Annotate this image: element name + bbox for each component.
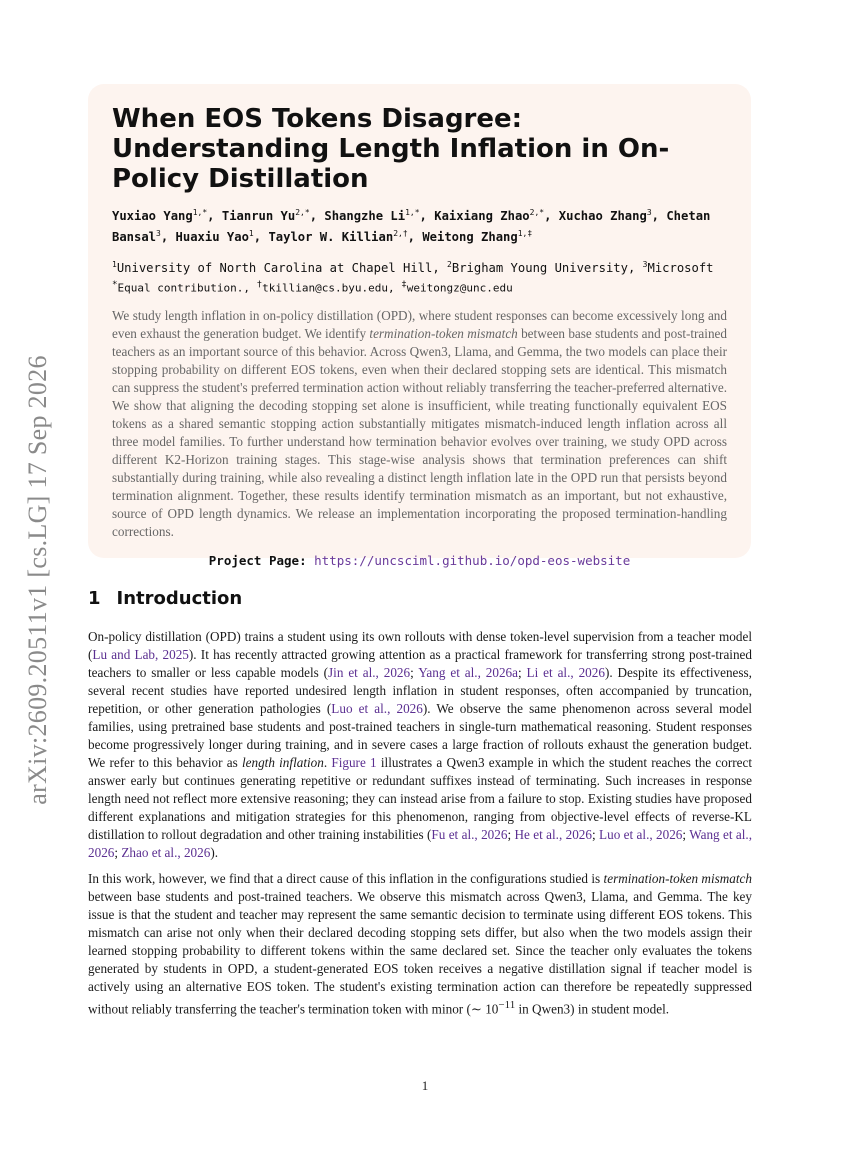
corresponding-email[interactable]: tkillian@cs.byu.edu <box>262 281 388 295</box>
author: Chetan Bansal$^3$ <box>112 209 711 244</box>
citation-link[interactable]: Luo et al., 2026 <box>331 701 423 716</box>
arxiv-identifier <box>18 320 58 840</box>
paragraph: On-policy distillation (OPD) trains a student using its own rollouts with dense token-level supervision from a teacher model (Lu and Lab, 2025). It has recently attracted growing attention as a practical framework for transferring strong post-trained teachers to smaller or less capable models (Jin et al., 2026; Yang et al., 2026a; Li et al., 2026). Despite its effectiveness, several recent studies have reported undesired length inflation in student responses, often accompanied by truncation, repetition, or other generation pathologies (Luo et al., 2026). We observe the same phenomenon across several model families, using pretrained base students and post-trained teachers in single-turn mathematical reasoning. Student responses become progressively longer during training, and in severe cases a large fraction of rollouts exhaust the generation budget. We refer to this behavior as length inflation. Figure 1 illustrates a Qwen3 example in which the student reaches the correct answer early but continues generating repetitive or redundant suffixes instead of terminating. Such increases in response length need not reflect more extensive reasoning; they can instead arise from a failure to stop. Existing studies have proposed different explanations and mitigation strategies for this phenomenon, ranging from objective-level effects of reverse-KL distillation to rollout degradation and other training instabilities (Fu et al., 2026; He et al., 2026; Luo et al., 2026; Wang et al., 2026; Zhao et al., 2026). <box>88 629 753 860</box>
author: Huaxiu Yao$^1$ <box>175 229 254 244</box>
citation-link[interactable]: Jin et al., 2026 <box>328 665 411 680</box>
project-page <box>112 553 727 568</box>
paper-title: When EOS Tokens Disagree: Understanding Length Inflation in On-Policy Distillation <box>112 104 670 194</box>
section-title: Introduction <box>116 588 243 609</box>
paragraph: In this work, however, we find that a direct cause of this inflation in the configurations studied is termination-token mismatch between base students and post-trained teachers. We observe this mismatch across Qwen3, Llama, and Gemma. The key issue is that the student and teacher may represent the same semantic decision to terminate using different EOS tokens. This mismatch can arise not only when their declared decoding stopping sets differ, but also when the two models assign their learned stopping probability to different tokens within the same declared set. Since the teacher only evaluates the tokens generated by students in OPD, a student-generated EOS token receives a negative distillation signal if teacher model is actively using an alternative EOS token. The student's existing termination action can therefore be repeatedly suppressed without reliably transferring the teacher's termination token with minor (∼ $10^{-11}$ in Qwen3) in student model. <box>88 871 752 1017</box>
author: Shangzhe $Li^{1,*}$ <box>324 208 420 223</box>
arxiv-identifier-text: arXiv:2609.20511v1 [cs.LG] 17 Sep 2026 <box>23 355 52 805</box>
citation-link[interactable]: He et al., 2026 <box>514 827 592 842</box>
author-list: Yuxiao Yang$^{1,*}$, Tianrun $Yu^{2,*}$, Shangzhe $Li^{1,*}$, Kaixiang Zhao$^{2,*}$, Xuchao Zhang$^3$, Chetan Bansal$^3$, Huaxiu Yao$^1$, Taylor W. Killian$^{2,\dagger}$, Weitong Zhang$^{1,\ddagger}$ <box>112 208 711 244</box>
abstract: We study length inflation in on-policy distillation (OPD), where student responses can become excessively long and even exhaust the generation budget. We identify termination-token mismatch between base students and post-trained teachers as an important source of this behavior. Across Qwen3, Llama, and Gemma, the two models can place their stopping probability on different EOS tokens, even when their declared stopping sets are identical. This mismatch can suppress the student's preferred termination action without reliably transferring the teacher-preferred alternative. We show that aligning the decoding stopping set alone is insufficient, while treating functionally equivalent EOS tokens as a shared semantic stopping action substantially mitigates mismatch-induced length inflation across all three model families. To further understand how termination behavior evolves over training, we study OPD across different K2-Horizon training stages. This stage-wise analysis shows that termination preferences can shift substantially during training, while also revealing a distinct length inflation late in the OPD run that persists beyond termination alignment. Together, these results identify termination mismatch as an important, but not exhaustive, source of OPD length dynamics. We release an implementation incorporating the proposed termination-handling corrections. <box>112 307 727 539</box>
author: Xuchao Zhang$^3$ <box>558 208 652 223</box>
affiliations: $^1$University of North Carolina at Chapel Hill, $^2$Brigham Young University, $^3$Microsoft <box>112 260 714 275</box>
project-page-link[interactable]: https://uncsciml.github.io/opd-eos-website <box>314 552 631 568</box>
introduction-body <box>88 628 752 1026</box>
author: Kaixiang Zhao$^{2,*}$ <box>434 208 545 223</box>
contribution-note: *Equal contribution., †tkillian@cs.byu.edu, ‡weitongz@unc.edu <box>112 279 513 295</box>
citation-link[interactable]: Luo et al., 2026 <box>599 827 683 842</box>
author: Weitong Zhang$^{1,\ddagger}$ <box>422 229 533 244</box>
title-block <box>88 84 751 568</box>
author: Tianrun $Yu^{2,*}$ <box>221 208 310 223</box>
citation-link[interactable]: Wang et al., 2026 <box>88 827 753 860</box>
citation-link[interactable]: Yang et al., 2026a <box>418 665 518 680</box>
citation-link[interactable]: Zhao et al., 2026 <box>121 845 211 860</box>
citation-link[interactable]: Li et al., 2026 <box>526 665 605 680</box>
figure-reference-link[interactable]: Figure 1 <box>331 755 377 770</box>
citation-link[interactable]: Lu and Lab, 2025 <box>92 647 189 662</box>
author: Yuxiao Yang$^{1,*}$ <box>112 208 208 223</box>
page-number: 1 <box>421 1078 429 1093</box>
project-page-label: Project Page: <box>208 552 307 568</box>
section-heading <box>88 588 242 609</box>
section-number: 1 <box>88 588 101 609</box>
corresponding-email[interactable]: weitongz@unc.edu <box>406 281 513 295</box>
author: Taylor W. Killian$^{2,\dagger}$ <box>268 229 408 244</box>
citation-link[interactable]: Fu et al., 2026 <box>431 827 508 842</box>
